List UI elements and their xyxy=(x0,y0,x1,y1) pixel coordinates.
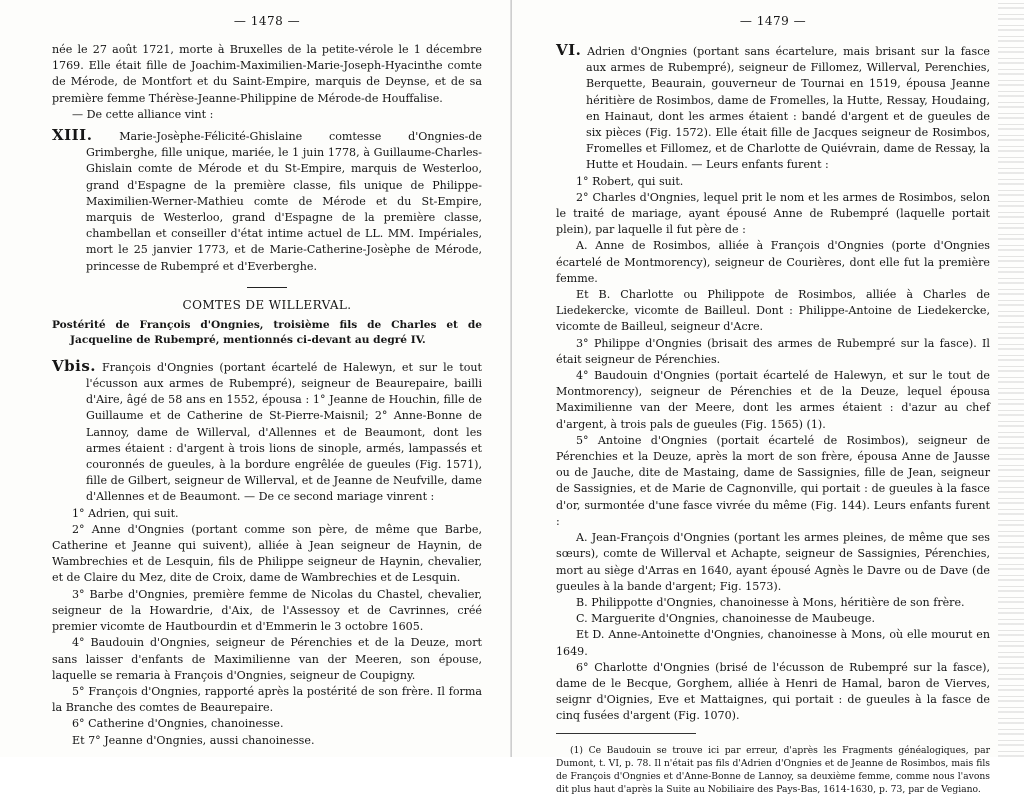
page-number-left: — 1478 — xyxy=(233,14,301,28)
section-divider xyxy=(247,287,287,288)
child-7: Et 7° Jeanne d'Ongnies, aussi chanoinesse. xyxy=(72,733,315,747)
entry-vbis xyxy=(52,358,482,506)
child-r1: 1° Robert, qui suit. xyxy=(576,174,684,188)
degree-number-xiii: XIII. xyxy=(52,126,93,145)
grandchild-r5a: A. Jean-François d'Ongnies (portant les armes pleines, de même que ses sœurs), comte de Willerval et Achapte, seigneur de Sassignies, Pérenchies, mort au siège d'Arras en 1640, ayant épousé Agnès le Davre ou de Dave (de gueules à la bande d'argent; Fig. 1573). xyxy=(556,531,990,593)
child-r3: 3° Philippe d'Ongnies (brisait des armes de Rubempré sur la fasce). Il était seigneur de Pérenchies. xyxy=(556,336,990,366)
section-title: COMTES DE WILLERVAL. xyxy=(182,297,352,312)
scan-edge-noise xyxy=(998,0,1024,757)
footnote-divider xyxy=(556,733,696,734)
entry-vi-text: Adrien d'Ongnies (portant sans écartelure, mais brisant sur la fasce aux armes de Rubempré), seigneur de Fillomez, Willerval, Perenchies, Berquette, Beaurain, gouverneur de Tournai en 1519, épousa Jeanne héritière de Rosimbos, dame de Fromelles, la Hutte, Ressay, Houdaing, en Hainaut, dont les armes étaient : bandé d'argent et de gueules de six pièces (Fig. 1572). Elle était fille de Jacques seigneur de Rosimbos, Fromelles et Fillomez, et de Charlotte de Quiévrain, dame de Ressay, la Hutte et Houdain. — Leurs enfants furent : xyxy=(586,45,990,172)
child-r2: 2° Charles d'Ongnies, lequel prit le nom et les armes de Rosimbos, selon le traité de mariage, ayant épousé Anne de Rubempré (laquelle portait plein), par laquelle il fut père de : xyxy=(556,190,990,237)
child-4: 4° Baudouin d'Ongnies, seigneur de Pérenchies et de la Deuze, mort sans laisser d'enfants de Maximilienne van der Meeren, son épouse, laquelle se remaria à François d'Ongnies, seigneur de Coupigny. xyxy=(52,636,482,682)
entry-xiii xyxy=(52,127,482,275)
child-6: 6° Catherine d'Ongnies, chanoinesse. xyxy=(72,717,284,731)
right-page xyxy=(512,0,1024,795)
grandchild-r5d: Et D. Anne-Antoinette d'Ongnies, chanoinesse à Mons, où elle mourut en 1649. xyxy=(556,628,990,658)
degree-number-vi: VI. xyxy=(556,41,582,59)
footnote: (1) Ce Baudouin se trouve ici par erreur, d'après les Fragments généalogiques, par Dumont, t. VI, p. 78. Il n'était pas fils d'Adrien d'Ongnies et de Jeanne de Rosimbos, mais fils de François d'Ongnies et d'Anne-Bonne de Lannoy, sa deuxième femme, comme nous l'avons dit plus haut d'après la Suite au Nobiliaire des Pays-Bas, 1614-1630, p. 73, par de Vegiano. xyxy=(556,744,990,795)
child-5: 5° François d'Ongnies, rapporté après la postérité de son frère. Il forma la Branche des comtes de Beaurepaire. xyxy=(52,684,482,715)
page-number-right: — 1479 — xyxy=(739,14,807,28)
child-3: 3° Barbe d'Ongnies, première femme de Nicolas du Chastel, chevalier, seigneur de la Howardrie, d'Aix, de l'Assessoy et de Cavrinnes, créé premier vicomte de Hautbourdin et d'Emmerin le 3 octobre 1605. xyxy=(52,587,482,634)
child-1: 1° Adrien, qui suit. xyxy=(72,506,179,520)
entry-vbis-text: François d'Ongnies (portant écartelé de Halewyn, et sur le tout l'écusson aux armes de Rubempré), seigneur de Beaurepaire, bailli d'Aire, âgé de 58 ans en 1552, épousa : 1° Jeanne de Houchin, fille de Guillaume et de Catherine de St-Pierre-Maisnil; 2° Anne-Bonne de Lannoy, dame de Willerval, d'Allennes et de Beaumont, dont les armes étaient : d'argent à trois lions de sinople, armés, lampassés et couronnés de gueules, à la bordure engrêlée de gueules (Fig. 1571), fille de Gilbert, seigneur de Willerval, et de Jeanne de Neufville, dame d'Allennes et de Beaumont. — De ce second mariage vinrent : xyxy=(86,360,483,504)
entry-vi xyxy=(556,42,990,174)
posterity-heading: Postérité de François d'Ongnies, troisième fils de Charles et de Jacqueline de Rubempré, mentionnés ci-devant au degré IV. xyxy=(52,318,482,346)
child-r6: 6° Charlotte d'Ongnies (brisé de l'écusson de Rubempré sur la fasce), dame de le Becque, Gorghem, alliée à Henri de Hamal, baron de Vierves, seignr d'Oignies, Eve et Mattaignes, qui portait : de gueules à la fasce de cinq fusées d'argent (Fig. 1070). xyxy=(556,660,990,723)
child-r5: 5° Antoine d'Ongnies (portait écartelé de Rosimbos), seigneur de Pérenchies et la Deuze, après la mort de son frère, épousa Anne de Jausse ou de Jauche, dite de Mastaing, dame de Sassignies, fille de Jean, seigneur de Sassignies, et de Marie de Cagnonville, qui portait : de gueules à la fasce d'or, surmontée d'une fasce vivrée du même (Fig. 144). Leurs enfants furent : xyxy=(556,433,990,528)
grandchild-r5c: C. Marguerite d'Ongnies, chanoinesse de Maubeuge. xyxy=(576,612,875,626)
grandchild-r2a: A. Anne de Rosimbos, alliée à François d'Ongnies (porte d'Ongnies écartelé de Montmorency), seigneur de Courières, dont elle fut la première femme. xyxy=(556,239,990,285)
paragraph-birth: née le 27 août 1721, morte à Bruxelles de la petite-vérole le 1 décembre 1769. Elle était fille de Joachim-Maximilien-Marie-Joseph-Hyacinthe comte de Mérode, de Montfort et du Saint-Empire, marquis de Deynse, et de sa première femme Thérèse-Jeanne-Philippine de Mérode-de Houffalise. xyxy=(52,43,482,105)
grandchild-r5b: B. Philippotte d'Ongnies, chanoinesse à Mons, héritière de son frère. xyxy=(576,595,965,609)
grandchild-r2b: Et B. Charlotte ou Philippote de Rosimbos, alliée à Charles de Liedekercke, vicomte de Bailleul. Dont : Philippe-Antoine de Liedekercke, vicomte de Bailleul, seigneur d'Acre. xyxy=(556,288,990,334)
child-r4: 4° Baudouin d'Ongnies (portait écartelé de Halewyn, et sur le tout de Montmorency), seigneur de Pérenchies et de la Deuze, lequel épousa Maximilienne van der Meere, dont les armes étaient : d'azur au chef d'argent, à trois pals de gueules (Fig. 1565) (1). xyxy=(556,369,990,431)
paragraph-alliance: — De cette alliance vint : xyxy=(72,107,214,121)
entry-xiii-text: Marie-Josèphe-Félicité-Ghislaine comtesse d'Ongnies-de Grimberghe, fille unique, mariée, le 1 juin 1778, à Guillaume-Charles-Ghislain comte de Mérode et du St-Empire, marquis de Westerloo, grand d'Espagne de la première classe, fils unique de Philippe-Maximilien-Werner-Mathieu comte de Mérode et du St-Empire, marquis de Westerloo, grand d'Espagne de la première classe, chambellan et conseiller d'état intime actuel de LL. MM. Impériales, mort le 25 janvier 1773, et de Marie-Catherine-Josèphe de Mérode, princesse de Rubempré et d'Everberghe. xyxy=(86,130,482,273)
child-2: 2° Anne d'Ongnies (portant comme son père, de même que Barbe, Catherine et Jeanne qui suivent), alliée à Jean seigneur de Haynin, de Wambrechies et de Lesquin, fils de Philippe seigneur de Haynin, chevalier, et de Claire du Mez, dite de Croix, dame de Wambrechies et de Lesquin. xyxy=(52,522,482,585)
left-page xyxy=(0,0,512,757)
degree-number-vbis: Vbis. xyxy=(52,356,96,375)
